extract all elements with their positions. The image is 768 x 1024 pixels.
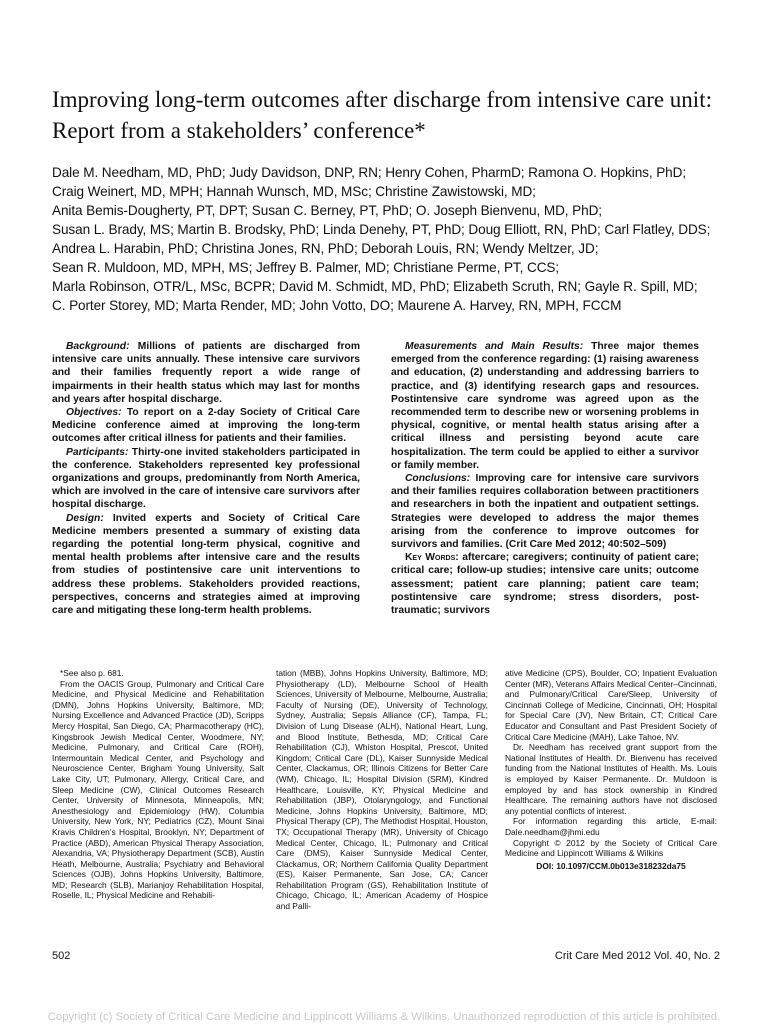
design-text: Invited experts and Society of Critical Care Medicine members presented a summary of existing data regarding the potential long-term physical, cognitive and mental health problems after intensive care and the results from studies of postintensive care unit interventions to address these problems. Stakeholders provided reactions, perspectives, concerns and strategies aimed at improving care and mitigating these long-term health problems. — [52, 512, 360, 617]
affiliations-part-3: ative Medicine (CPS), Boulder, CO; Inpatient Evaluation Center (MR), Veterans Affairs Medical Center–Cincinnati, and Pulmonary/Critical Care/Sleep, University of Cincinnati College of Medicine, Cincinnati, OH; Hospital for Special Care (JV), New Britain, CT; Critical Care Educator and Consultant and Past President Society of Critical Care Medicine (MAH), Lake Tahoe, NV. — [505, 668, 717, 742]
copyright-watermark: Copyright (c) Society of Critical Care Medicine and Lippincott Williams & Wilkins. Unauthorized reproduction of this article is prohibited. — [47, 1011, 721, 1023]
author-line: C. Porter Storey, MD; Marta Render, MD; John Votto, DO; Maurene A. Harvey, RN, MPH, FCCM — [52, 298, 622, 313]
results-text: Three major themes emerged from the conference regarding: (1) raising awareness and education, (2) understanding and addressing barriers to practice, and (3) identifying research gaps and resources. Postintensive care syndrome was agreed upon as the recommended term to describe new or worsening problems in physical, cognitive, or mental health status arising after a critical illness and persisting beyond acute care hospitalization. The term could be applied to either a survivor or family member. — [391, 341, 699, 471]
abstract-objectives — [52, 406, 360, 446]
doi: DOI: 10.1097/CCM.0b013e318232da75 — [536, 860, 686, 871]
results-label: Measurements and Main Results: — [405, 341, 584, 352]
author-list — [52, 163, 732, 315]
background-text: Millions of patients are discharged from intensive care units annually. These intensive care survivors and their families frequently report a wide range of impairments in their health status which may last for months and years after hospital discharge. — [52, 341, 360, 405]
footnote-column-3 — [505, 668, 717, 871]
affiliations-part-2: tation (MBB), Johns Hopkins University, Baltimore, MD; Physiotherapy (LD), Melbourne School of Health Sciences, University of Melbourne, Melbourne, Australia; Faculty of Nursing (DE), University of Technology, Sydney, Australia; Sepsis Alliance (CF), Tampa, FL; Division of Lung Disease (ALH), National Heart, Lung, and Blood Institute, Bethesda, MD; Critical Care Rehabilitation (CJ), Whiston Hospital, Prescot, United Kingdom; Critical Care (DL), Kaiser Sunnyside Medical Center, Clackamus, OR; Illinois Citizens for Better Care (WM), Chicago, IL; Hospital Division (SRM), Kindred Healthcare, Louisville, KY; Physical Medicine and Rehabilitation (JBP), Otolaryngology, and Functional Medicine, Johns Hopkins University, Baltimore, MD; Physical Therapy (CP), The Methodist Hospital, Houston, TX; Occupational Therapy (MR), University of Chicago Medical Center, Chicago, IL; Pulmonary and Critical Care (DMS), Kaiser Sunnyside Medical Center, Clackamus, OR; Northern California Quality Department (ES), Kaiser Permanente, San Jose, CA; Cancer Rehabilitation Program (GS), Rehabilitation Institute of Chicago, Chicago, IL; American Academy of Hospice and Palli- — [276, 668, 488, 912]
abstract-left-column — [52, 340, 360, 617]
abstract-keywords — [391, 551, 699, 617]
keywords-label: Key Words: — [405, 552, 459, 564]
author-line: Andrea L. Harabin, PhD; Christina Jones, RN, PhD; Deborah Louis, RN; Wendy Meltzer, JD; — [52, 241, 599, 256]
abstract-conclusions — [391, 472, 699, 551]
author-line: Sean R. Muldoon, MD, MPH, MS; Jeffrey B. Palmer, MD; Christiane Perme, PT, CCS; — [52, 260, 560, 275]
objectives-label: Objectives: — [66, 407, 122, 419]
abstract-results — [391, 340, 699, 472]
abstract-background — [52, 340, 360, 406]
objectives-text: To report on a 2-day Society of Critical Care Medicine conference aimed at improving the long-term outcomes after critical illness for patients and their families. — [52, 407, 360, 445]
journal-reference: Crit Care Med 2012 Vol. 40, No. 2 — [554, 950, 720, 962]
footnote-column-2 — [276, 668, 488, 912]
participants-label: Participants: — [66, 446, 129, 458]
background-label: Background: — [66, 341, 130, 352]
author-line: Marla Robinson, OTR/L, MSc, BCPR; David M. Schmidt, MD, PhD; Elizabeth Scruth, RN; Gayle R. Spill, MD; — [52, 279, 698, 294]
conclusions-label: Conclusions: — [405, 473, 471, 485]
author-line: Dale M. Needham, MD, PhD; Judy Davidson, DNP, RN; Henry Cohen, PharmD; Ramona O. Hopkins, PhD; — [52, 165, 687, 180]
keywords-text: aftercare; caregivers; continuity of patient care; critical care; follow-up studies; intensive care units; outcome assessment; patient care planning; patient care team; postintensive care syndrome; stress disorders, post-traumatic; survivors — [391, 552, 699, 617]
conclusions-text: Improving care for intensive care survivors and their families requires collaboration between practitioners and researchers in both the inpatient and outpatient settings. Strategies were developed to address the major themes arising from the conference to improve outcomes for survivors and families. (Crit Care Med 2012; 40:502–509) — [391, 473, 699, 551]
abstract-participants — [52, 446, 360, 512]
author-line: Susan L. Brady, MS; Martin B. Brodsky, PhD; Linda Denehy, PT, PhD; Doug Elliott, RN, PhD; Carl Flatley, DDS; — [52, 222, 711, 237]
design-label: Design: — [66, 512, 104, 524]
article-title: Improving long-term outcomes after discharge from intensive care unit: Report from a stakeholders’ conference* — [52, 87, 712, 143]
contact-note: For information regarding this article, E-mail: Dale.needham@jhmi.edu — [505, 816, 717, 837]
author-line: Craig Weinert, MD, MPH; Hannah Wunsch, MD, MSc; Christine Zawistowski, MD; — [52, 184, 536, 199]
abstract-right-column — [391, 340, 699, 617]
copyright-note: Copyright © 2012 by the Society of Critical Care Medicine and Lippincott Williams & Wilkins — [505, 837, 717, 859]
abstract-design — [52, 512, 360, 618]
participants-text: Thirty-one invited stakeholders participated in the conference. Stakeholders represented key professional organizations and groups, predominantly from North America, which are involved in the care of intensive care survivors after hospital discharge. — [52, 446, 360, 511]
author-line: Anita Bemis-Dougherty, PT, DPT; Susan C. Berney, PT, PhD; O. Joseph Bienvenu, MD, PhD; — [52, 203, 602, 218]
page-number: 502 — [52, 950, 71, 962]
affiliations-part-1: From the OACIS Group, Pulmonary and Critical Care Medicine, and Physical Medicine and Rehabilitation (DMN), Johns Hopkins University, Baltimore, MD; Nursing Excellence and Advanced Practice (JD), Scripps Mercy Hospital, San Diego, CA; Pharmacotherapy (HC), Kingsbrook Jewish Medical Center, Woodmere, NY; Medicine, Pulmonary, and Critical Care (ROH), Intermountain Medical Center, and Psychology and Neuroscience Center, Brigham Young University, Salt Lake City, UT; Pulmonary, Allergy, Critical Care, and Sleep Medicine (CW), Clinical Outcomes Research Center, University of Minnesota, Minneapolis, MN; Anesthesiology and Epidemiology (HW), Columbia University, New York, NY; Pediatrics (CZ), Mount Sinai Kravis Children’s Hospital, Brooklyn, NY; Department of Practice (ABD), American Physical Therapy Association, Alexandria, VA; Physiotherapy Department (SCB), Austin Heath, Melbourne, Australia; Psychiatry and Behavioral Sciences (OJB), Johns Hopkins University, Baltimore, MD; Research (SLB), Marianjoy Rehabilitation Hospital, Roselle, IL; Physical Medicine and Rehabili- — [52, 678, 264, 901]
footnote-column-1 — [52, 668, 264, 901]
disclosure-note: Dr. Needham has received grant support from the National Institutes of Health. Dr. Bienvenu has received funding from the National Institutes of Health. Ms. Louis is employed by Kaiser Permanente. Dr. Muldoon is employed by and has stock ownership in Kindred Healthcare. The remaining authors have not disclosed any potential conflicts of interest. — [505, 742, 717, 816]
see-also-note: *See also p. 681. — [60, 668, 124, 678]
